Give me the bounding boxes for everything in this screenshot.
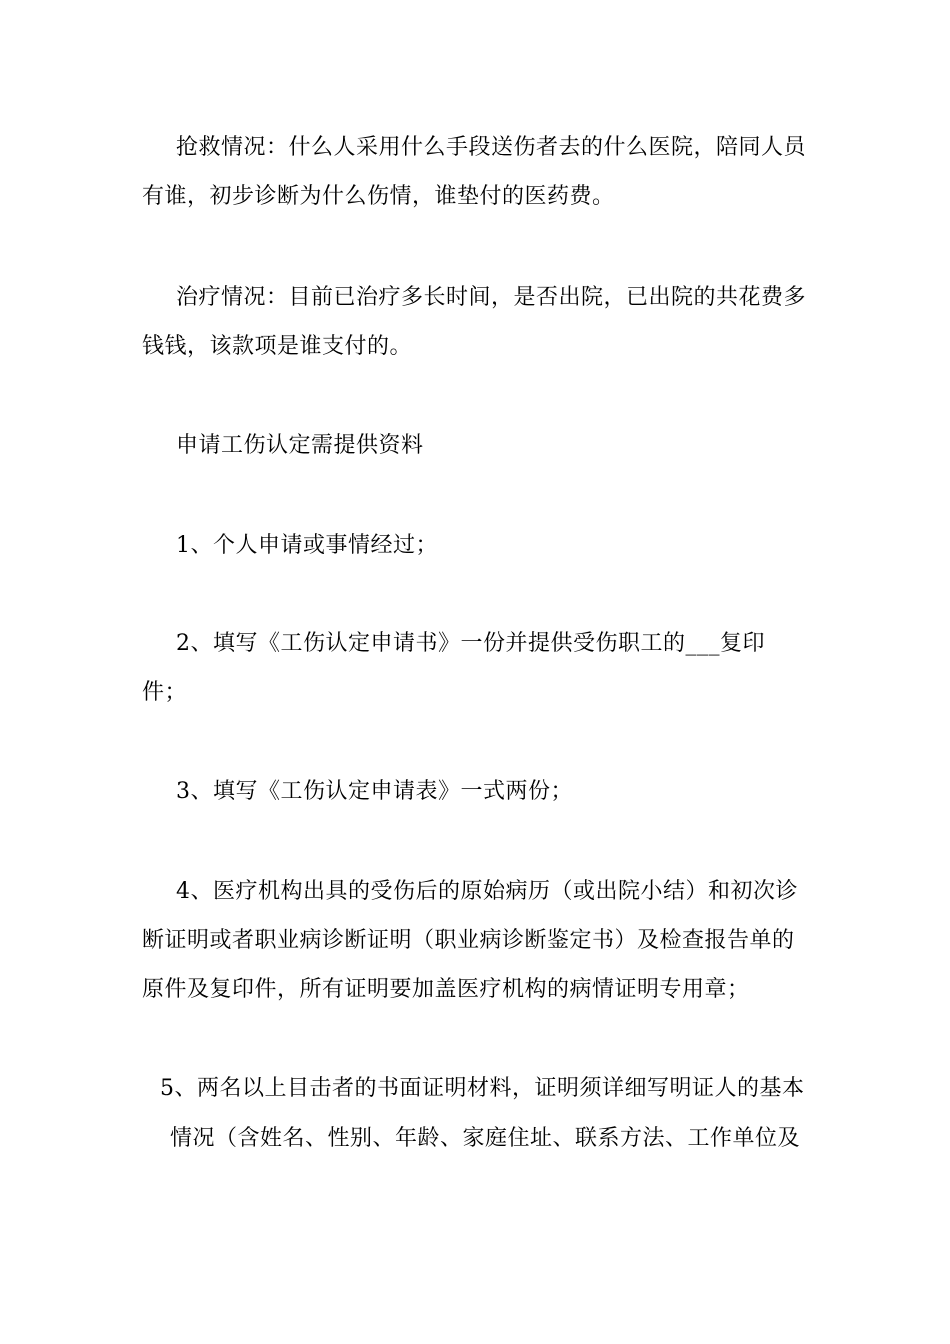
item-4-line-1: 4、医疗机构出具的受伤后的原始病历（或出院小结）和初次诊 bbox=[176, 879, 798, 904]
item-3-line-1: 3、填写《工伤认定申请表》一式两份； bbox=[176, 779, 573, 804]
item-4-line-3: 原件及复印件，所有证明要加盖医疗机构的病情证明专用章； bbox=[142, 977, 750, 1002]
rescue-paragraph-line-2: 有谁，初步诊断为什么伤情，谁垫付的医药费。 bbox=[142, 184, 615, 209]
item-4-line-2: 断证明或者职业病诊断证明（职业病诊断鉴定书）及检查报告单的 bbox=[142, 928, 795, 953]
item-5-line-2: 情况（含姓名、性别、年龄、家庭住址、联系方法、工作单位及 bbox=[170, 1126, 801, 1151]
treatment-paragraph-line-1: 治疗情况：目前已治疗多长时间，是否出院，已出院的共花费多 bbox=[176, 285, 807, 310]
treatment-paragraph-line-2: 钱钱，该款项是谁支付的。 bbox=[142, 334, 413, 359]
item-1-line-1: 1、个人申请或事情经过； bbox=[176, 533, 438, 558]
materials-heading: 申请工伤认定需提供资料 bbox=[176, 433, 424, 458]
rescue-paragraph-line-1: 抢救情况：什么人采用什么手段送伤者去的什么医院，陪同人员 bbox=[176, 135, 807, 160]
item-2-line-2: 件； bbox=[142, 680, 188, 705]
item-2-line-1: 2、填写《工伤认定申请书》一份并提供受伤职工的___复印 bbox=[176, 631, 765, 656]
item-5-line-1: 5、两名以上目击者的书面证明材料，证明须详细写明证人的基本 bbox=[160, 1076, 805, 1101]
